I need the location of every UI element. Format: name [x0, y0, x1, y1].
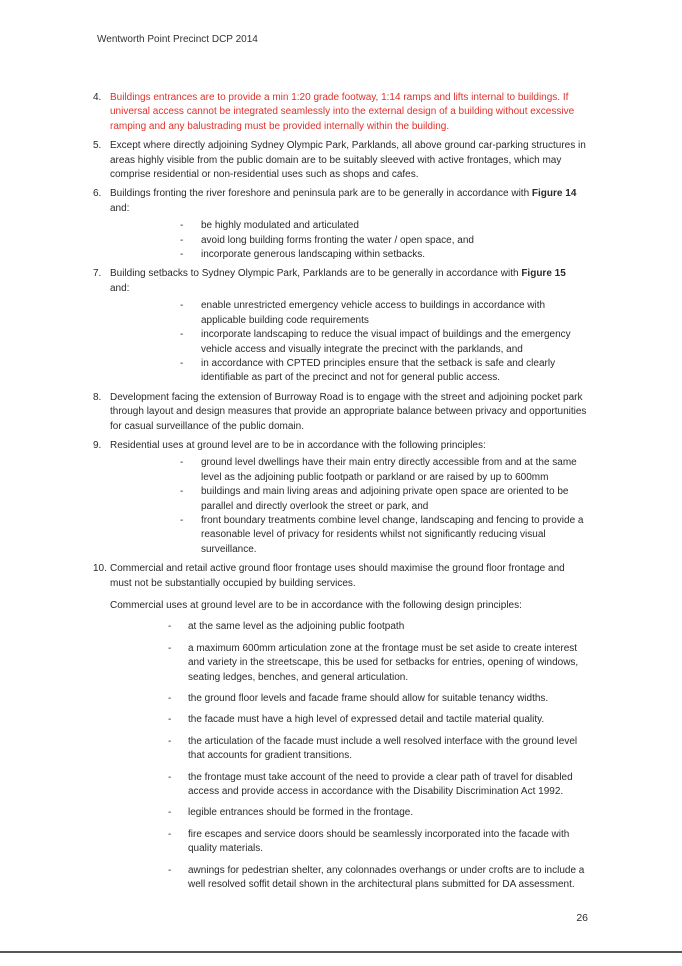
clause-6-figure-ref: Figure 14 [531, 188, 577, 200]
clause-7-body [110, 267, 588, 385]
list-item [110, 735, 588, 764]
page-number: 26 [576, 911, 588, 924]
bullet-dash: - [168, 714, 172, 726]
bullet-text: in accordance with CPTED principles ensure that the setback is safe and clearly identifiable as part of the precinct and not for general public access. [201, 357, 556, 384]
clause-9 [93, 439, 588, 557]
list-item [110, 620, 588, 634]
bullet-text: at the same level as the adjoining public footpath [188, 621, 405, 633]
bullet-text: incorporate landscaping to reduce the visual impact of buildings and the emergency vehicle access and visually integrate the precinct with the parklands, and [201, 329, 571, 355]
bullet-text: the ground floor levels and facade frame should allow for suitable tenancy widths. [188, 693, 549, 705]
bullet-text: fire escapes and service doors should be seamlessly incorporated into the facade with quality materials. [188, 828, 570, 855]
list-item [110, 456, 588, 485]
list-item [110, 514, 588, 557]
clause-6-bullets [110, 219, 588, 262]
list-item [110, 713, 588, 727]
bullet-dash: - [180, 220, 184, 232]
clause-5-text: Except where directly adjoining Sydney Olympic Park, Parklands, all above ground car-parking structures in areas highly visible from the public domain are to be suitably sleeved with active frontages, which may comprise residential or non-residential uses such as shops and cafes. [110, 140, 586, 181]
bullet-text: the frontage must take account of the need to provide a clear path of travel for disabled access and provide access in accordance with the Disability Discrimination Act 1992. [188, 771, 573, 798]
list-item [110, 771, 588, 800]
clause-9-bullets [110, 456, 588, 557]
clause-6-number: 6. [93, 188, 102, 200]
bullet-dash: - [168, 771, 172, 783]
clause-10-text: Commercial and retail active ground floor frontage uses should maximise the ground floor frontage and must not be substantially occupied by building services. [110, 563, 565, 589]
clause-9-text: Residential uses at ground level are to be in accordance with the following principles: [110, 439, 486, 451]
clause-10-body [110, 562, 588, 892]
list-item [110, 864, 588, 893]
bullet-text: ground level dwellings have their main entry directly accessible from and at the same level as the adjoining public footpath or parkland or are raised by up to 600mm [201, 457, 577, 483]
bullet-dash: - [180, 457, 184, 469]
list-item [110, 485, 588, 514]
clause-10-bullets [110, 620, 588, 892]
list-item [110, 806, 588, 820]
bullet-dash: - [168, 735, 172, 747]
clause-7-lead: Building setbacks to Sydney Olympic Park, Parklands are to be generally in accordance with [110, 268, 522, 280]
bullet-text: avoid long building forms fronting the water / open space, and [201, 234, 474, 246]
clause-7 [93, 267, 588, 385]
clause-5 [93, 139, 588, 182]
list-item [110, 299, 588, 328]
clause-6-lead: Buildings fronting the river foreshore and peninsula park are to be generally in accordance with [110, 188, 532, 200]
clause-7-number: 7. [93, 268, 102, 280]
clause-4-number: 4. [93, 92, 102, 103]
clause-7-tail: and: [110, 282, 130, 294]
clause-10-subheading: Commercial uses at ground level are to be in accordance with the following design principles: [110, 600, 522, 611]
bullet-dash: - [180, 357, 184, 369]
clause-6-tail: and: [110, 202, 130, 214]
bullet-dash: - [180, 514, 184, 526]
list-item [110, 234, 588, 248]
bullet-dash: - [180, 234, 184, 246]
clause-7-text [110, 267, 588, 296]
clause-8-text: Development facing the extension of Burroway Road is to engage with the street and adjoining pocket park through layout and design measures that provide an appropriate balance between privacy and opportunities for casual surveillance of the public domain. [110, 391, 587, 432]
clause-6-text [110, 187, 588, 216]
bullet-text: be highly modulated and articulated [201, 220, 359, 232]
bullet-dash: - [180, 486, 184, 498]
bullet-text: the facade must have a high level of expressed detail and tactile material quality. [188, 714, 545, 726]
list-item [110, 692, 588, 706]
clause-4-text: Buildings entrances are to provide a min 1:20 grade footway, 1:14 ramps and lifts internal to buildings. If universal access cannot be integrated seamlessly into the external design of a building without excessive ramping and any balustrading must be provided internally within the building. [110, 92, 575, 132]
clause-7-figure-ref: Figure 15 [521, 268, 566, 280]
bullet-text: a maximum 600mm articulation zone at the frontage must be set aside to create interest and variety in the streetscape, this be used for setbacks for entries, opening of windows, seating ledges, benches, and general articulation. [188, 642, 579, 683]
clause-6 [93, 187, 588, 262]
bullet-dash: - [168, 828, 172, 840]
clause-10 [93, 562, 588, 892]
clause-9-body [110, 439, 588, 557]
clause-8 [93, 391, 588, 434]
bullet-text: the articulation of the facade must include a well resolved interface with the ground level that accounts for gradient transitions. [188, 735, 578, 762]
list-item [110, 642, 588, 685]
document-header: Wentworth Point Precinct DCP 2014 [97, 34, 258, 45]
clause-6-body [110, 187, 588, 262]
bullet-dash: - [168, 807, 172, 819]
bullet-dash: - [168, 693, 172, 705]
bullet-text: legible entrances should be formed in the frontage. [188, 807, 414, 819]
bullet-text: buildings and main living areas and adjoining private open space are oriented to be parallel and directly overlook the street or park, and [201, 486, 569, 512]
bullet-text: front boundary treatments combine level change, landscaping and fencing to provide a reasonable level of privacy for residents whilst not significantly reducing visual surveillance. [201, 514, 584, 555]
clause-8-number: 8. [93, 391, 102, 403]
clause-4 [93, 91, 588, 134]
bullet-dash: - [180, 249, 184, 261]
bullet-dash: - [168, 642, 172, 654]
bullet-dash: - [168, 621, 172, 633]
bullet-text: enable unrestricted emergency vehicle access to buildings in accordance with applicable building code requirements [201, 300, 546, 326]
list-item [110, 248, 588, 262]
clause-5-number: 5. [93, 140, 102, 152]
bullet-text: incorporate generous landscaping within setbacks. [201, 249, 426, 261]
bullet-text: awnings for pedestrian shelter, any colonnades overhangs or under crofts are to include a well resolved soffit detail shown in the architectural plans submitted for DA assessment. [188, 864, 585, 891]
bullet-dash: - [180, 329, 184, 341]
clause-9-number: 9. [93, 439, 102, 451]
clause-7-bullets [110, 299, 588, 385]
list-item [110, 828, 588, 857]
bullet-dash: - [168, 864, 172, 876]
list-item [110, 357, 588, 386]
page-bottom-scan-edge [0, 951, 682, 953]
bullet-dash: - [180, 300, 184, 312]
clause-10-number: 10. [93, 563, 107, 575]
list-item [110, 328, 588, 357]
list-item [110, 219, 588, 233]
